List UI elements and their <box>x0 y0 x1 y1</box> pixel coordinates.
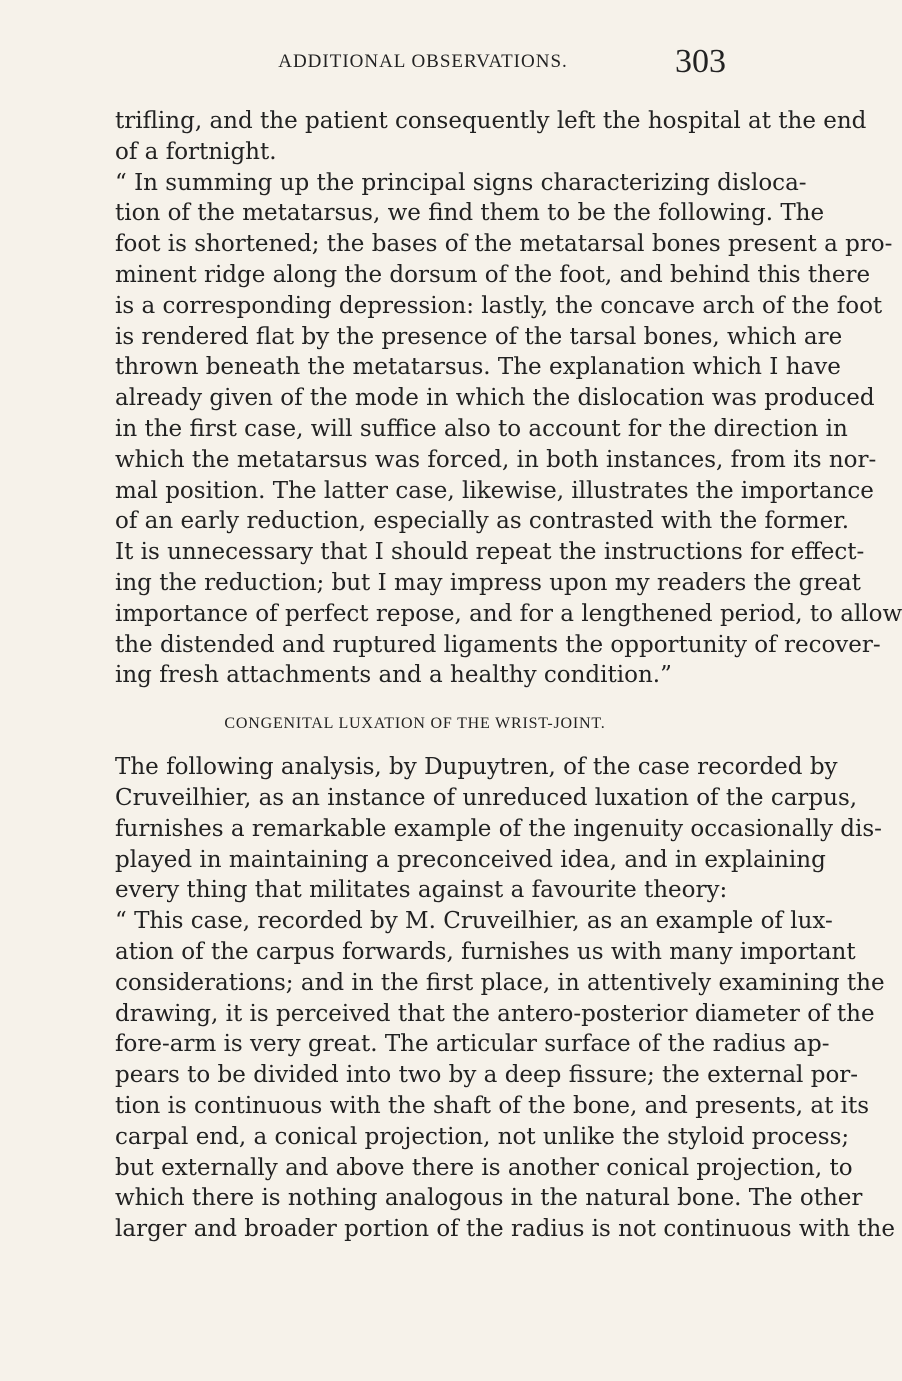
text-line: trifling, and the patient consequently left the hospital at the end <box>115 108 867 134</box>
text-line: in the first case, will suffice also to account for the direction in <box>115 415 848 442</box>
text-line: is a corresponding depression: lastly, the concave arch of the foot <box>115 292 883 319</box>
text-line: importance of perfect repose, and for a lengthened period, to allow <box>115 600 902 627</box>
text-line: fore-arm is very great. The articular surface of the radius ap- <box>115 1031 830 1058</box>
text-line: of a fortnight. <box>115 138 277 165</box>
text-line: “ This case, recorded by M. Cruveilhier, as an example of lux- <box>115 908 833 935</box>
body-text <box>115 106 902 1245</box>
text-line: which the metatarsus was forced, in both instances, from its nor- <box>115 446 877 473</box>
text-line: pears to be divided into two by a deep fissure; the external por- <box>115 1062 859 1089</box>
text-line: Cruveilhier, as an instance of unreduced luxation of the carpus, <box>115 784 858 811</box>
text-line: mal position. The latter case, likewise, illustrates the importance <box>115 477 874 504</box>
text-line: considerations; and in the first place, in attentively examining the <box>115 969 885 996</box>
text-line: It is unnecessary that I should repeat the instructions for effect- <box>115 539 865 566</box>
text-line: drawing, it is perceived that the antero-posterior diameter of the <box>115 1000 875 1027</box>
text-line: furnishes a remarkable example of the ingenuity occasionally dis- <box>115 815 882 842</box>
text-line: but externally and above there is another conical projection, to <box>115 1154 853 1181</box>
page-number: 303 <box>675 43 726 80</box>
text-line: foot is shortened; the bases of the metatarsal bones present a pro- <box>115 231 893 258</box>
text-line: carpal end, a conical projection, not unlike the styloid process; <box>115 1123 850 1150</box>
text-line: The following analysis, by Dupuytren, of the case recorded by <box>115 754 838 781</box>
running-head: ADDITIONAL OBSERVATIONS. <box>278 51 568 72</box>
text-line: tion is continuous with the shaft of the bone, and presents, at its <box>115 1092 870 1119</box>
text-line: is rendered flat by the presence of the tarsal bones, which are <box>115 323 843 350</box>
text-line: “ In summing up the principal signs characterizing disloca- <box>115 169 807 196</box>
text-line: thrown beneath the metatarsus. The explanation which I have <box>115 354 841 381</box>
text-line: the distended and ruptured ligaments the opportunity of recover- <box>115 631 881 658</box>
text-line: played in maintaining a preconceived idea, and in explaining <box>115 846 826 873</box>
text-line: minent ridge along the dorsum of the foot, and behind this there <box>115 261 871 288</box>
section-heading: CONGENITAL LUXATION OF THE WRIST-JOINT. <box>224 715 606 733</box>
text-line: tion of the metatarsus, we find them to be the following. The <box>115 200 825 227</box>
text-line: ation of the carpus forwards, furnishes us with many important <box>115 938 856 965</box>
page-header <box>0 40 800 84</box>
text-line: every thing that militates against a favourite theory: <box>115 877 728 904</box>
text-line: already given of the mode in which the dislocation was produced <box>115 385 875 412</box>
text-line: of an early reduction, especially as contrasted with the former. <box>115 508 850 535</box>
text-line: which there is nothing analogous in the natural bone. The other <box>115 1185 863 1212</box>
text-line: larger and broader portion of the radius is not continuous with the <box>115 1216 895 1243</box>
text-line: ing the reduction; but I may impress upon my readers the great <box>115 569 861 596</box>
text-line: ing fresh attachments and a healthy condition.” <box>115 662 672 689</box>
